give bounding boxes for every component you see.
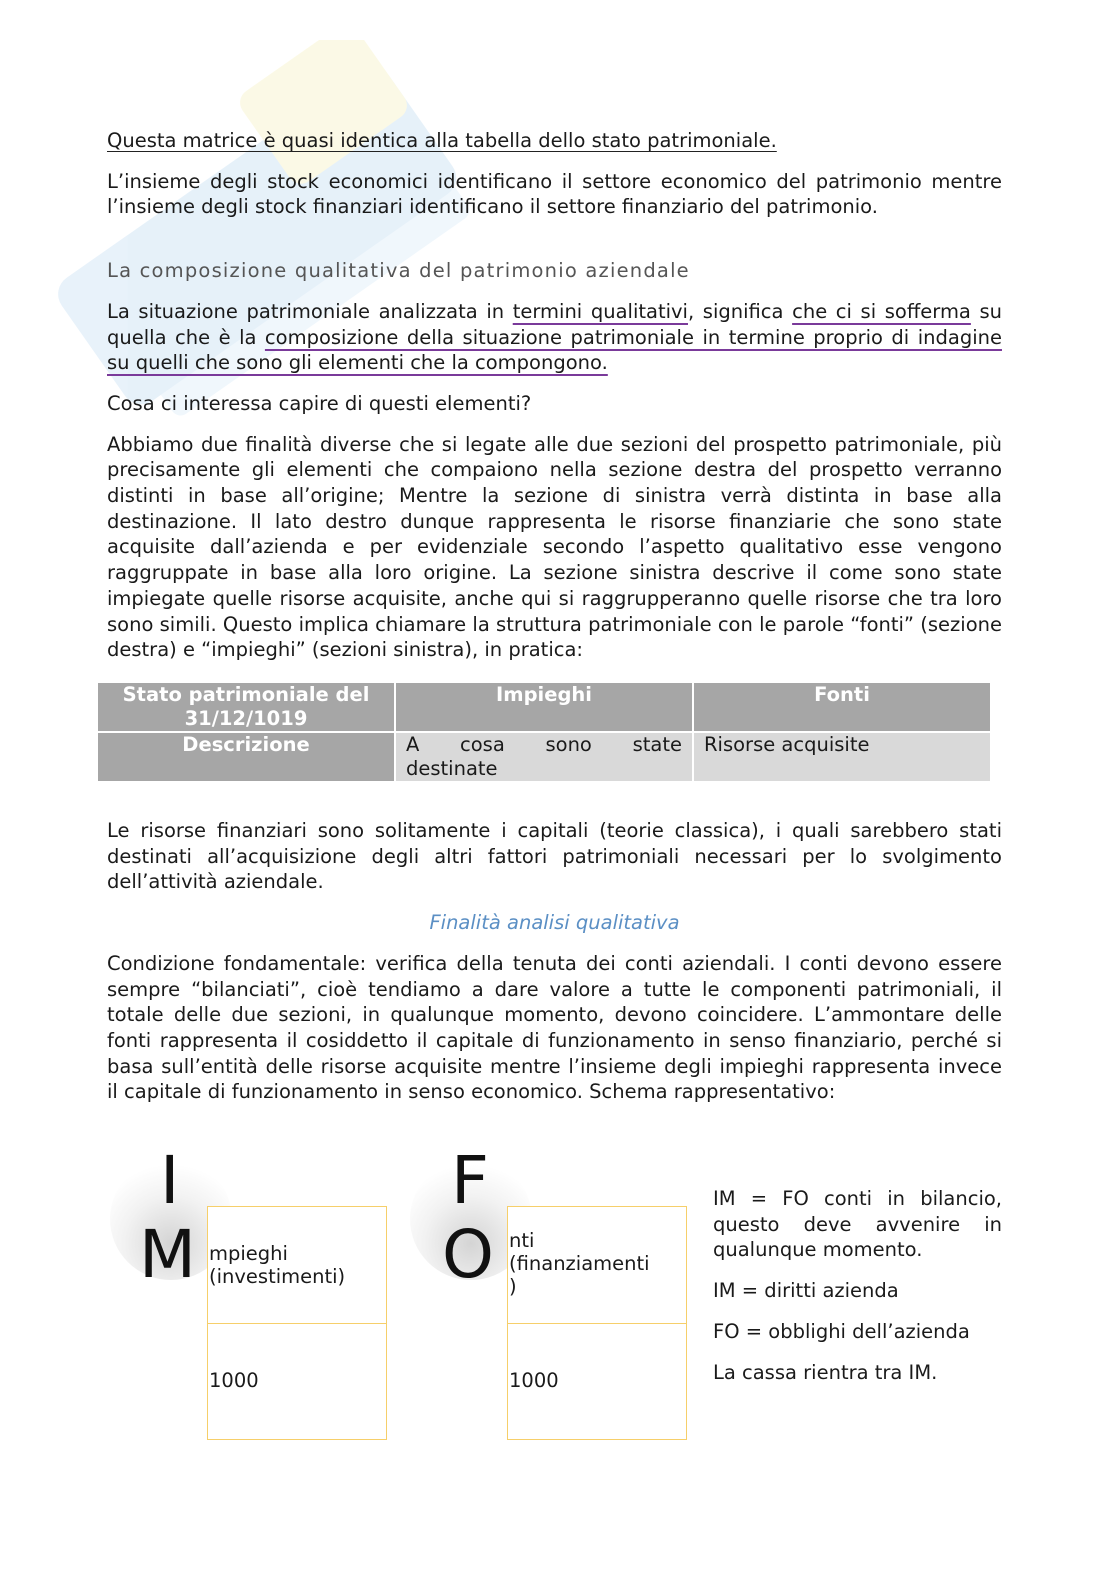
table-header-stato: Stato patrimoniale del 31/12/1019 (98, 683, 394, 731)
note-3: FO = obblighi dell’azienda (713, 1319, 970, 1343)
fo-box (507, 1206, 687, 1440)
note-2: IM = diritti azienda (713, 1279, 899, 1303)
paragraph-2: L’insieme degli stock economici identificano il settore economico del patrimonio mentre l’insieme degli stock finanziari identificano il settore finanziario del patrimonio. (107, 169, 1002, 219)
im-box (207, 1206, 387, 1440)
stato-patrimoniale-table (96, 681, 992, 783)
table-header-impieghi: Impieghi (396, 683, 692, 731)
fo-value-cell: 1000 (508, 1323, 686, 1439)
im-value-cell: 1000 (208, 1323, 386, 1439)
subheading-finalita: Finalità analisi qualitativa (429, 911, 680, 935)
table-cell-impieghi: A cosa sono state destinate (396, 733, 692, 781)
note-4: La cassa rientra tra IM. (713, 1360, 938, 1384)
note-1: IM = FO conti in bilancio, questo deve avvenire in qualunque momento. (713, 1187, 1002, 1262)
im-letter-bottom: M (139, 1216, 196, 1293)
fo-letter-bottom: O (442, 1216, 494, 1293)
section-heading: La composizione qualitativa del patrimonio aziendale (107, 259, 690, 283)
paragraph-6: Le risorse finanziari sono solitamente i capitali (teorie classica), i quali sarebbero stati destinati all’acquisizione degli altri fattori patrimoniali necessari per lo svolgimento dell’attività aziendale. (107, 819, 1002, 894)
paragraph-5: Abbiamo due finalità diverse che si legate alle due sezioni del prospetto patrimoniale, più precisamente gli elementi che compaiono nella sezione destra del prospetto verranno distinti in base all’origine; Mentre la sezione di sinistra verrà distinta in base alla destinazione. Il lato destro dunque rappresenta le risorse finanziarie che sono state acquisite dall’azienda e per evidenziale secondo l’aspetto qualitativo esse vengono raggruppate in base alla loro origine. La sezione sinistra descrive il come sono state impiegate quelle risorse acquisite, anche qui si raggrupperanno quelle risorse che tra loro sono simili. Questo implica chiamare la struttura patrimoniale con le parole “fonti” (sezione destra) e “impieghi” (sezioni sinistra), in pratica: (107, 432, 1002, 662)
schema-notes (713, 1186, 1002, 1400)
table-cell-fonti: Risorse acquisite (694, 733, 990, 781)
fo-label-cell: nti (finanziamenti ) (509, 1229, 650, 1298)
table-header-fonti: Fonti (694, 683, 990, 731)
document-body (107, 128, 1002, 663)
paragraph-7: Condizione fondamentale: verifica della tenuta dei conti aziendali. I conti devono essere sempre “bilanciati”, cioè tendiamo a dare valore a tutte le componenti patrimoniali, il totale delle due sezioni, in qualunque momento, devono coincidere. L’ammontare delle fonti rappresenta il cosiddetto il capitale di funzionamento in senso finanziario, perché si basa sull’entità delle risorse acquisite mentre l’insieme degli impieghi rappresenta invece il capitale di funzionamento in senso economico. Schema rappresentativo: (107, 951, 1002, 1104)
paragraph-3: La situazione patrimoniale analizzata in termini qualitativi, significa che ci si sofferma su quella che è la composizione della situazione patrimoniale in termine proprio di indagine su quelli che sono gli elementi che la compongono. (107, 299, 1003, 375)
fo-letter-top: F (451, 1142, 489, 1219)
im-letter-top: I (160, 1142, 180, 1219)
paragraph-1: Questa matrice è quasi identica alla tabella dello stato patrimoniale. (107, 129, 777, 152)
document-body-lower (107, 818, 1002, 1105)
im-label-cell: mpieghi (investimenti) (209, 1242, 346, 1288)
paragraph-4: Cosa ci interessa capire di questi elementi? (107, 391, 532, 415)
table-row-label: Descrizione (98, 733, 394, 781)
